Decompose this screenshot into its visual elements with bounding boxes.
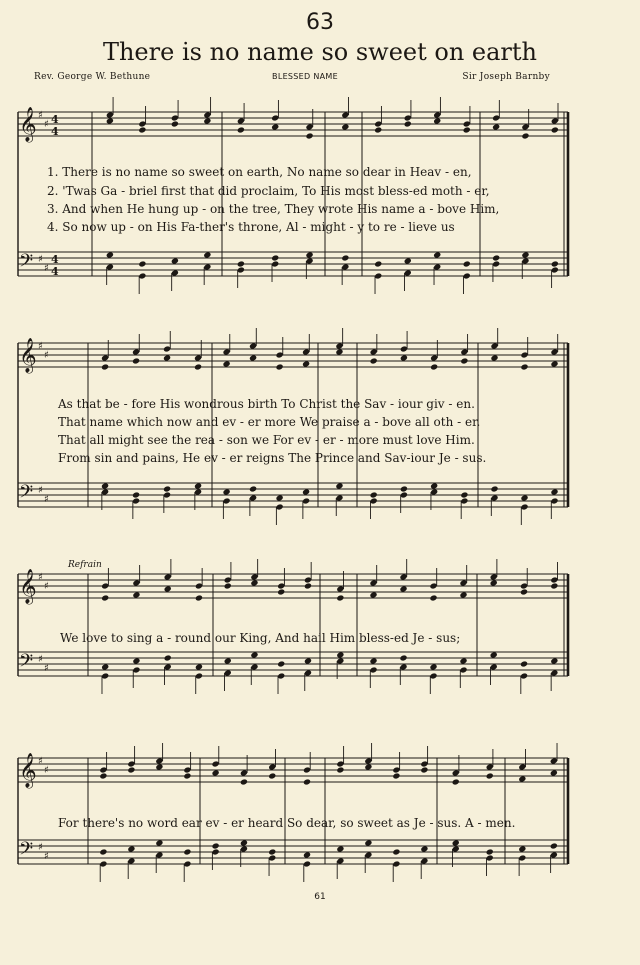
note-head (249, 354, 257, 361)
bass-clef: 𝄢 (19, 651, 34, 676)
note-head (224, 657, 232, 664)
note-head (433, 251, 441, 258)
note-head (341, 123, 349, 130)
sharp-sign: ♯ (44, 663, 49, 674)
verse-line: From sin and pains, He ev - er reigns The Prince and Sav-iour Je - sus. (58, 451, 487, 465)
note-head (364, 839, 372, 846)
verse-line: 3. And when He hung up - on the tree, They wrote His name a - bove Him, (47, 202, 500, 216)
sharp-sign: ♯ (44, 494, 49, 505)
note-head (460, 491, 468, 498)
note-head (404, 257, 412, 264)
author-credit: Rev. George W. Bethune (34, 72, 151, 82)
note-head (203, 251, 211, 258)
note-head (520, 494, 528, 501)
note-head (276, 363, 284, 370)
note-head (518, 845, 526, 852)
note-head (138, 126, 146, 133)
note-head (335, 348, 343, 355)
note-head (212, 842, 220, 849)
note-head (138, 260, 146, 267)
sharp-sign: ♯ (38, 485, 43, 496)
note-head (550, 582, 558, 589)
note-head (336, 766, 344, 773)
note-head (550, 842, 558, 849)
note-head (194, 363, 202, 370)
note-head (550, 769, 558, 776)
note-head (486, 772, 494, 779)
note-head (374, 260, 382, 267)
time-signature: 4 (51, 265, 59, 278)
note-head (550, 488, 558, 495)
note-head (520, 363, 528, 370)
refrain-line: We love to sing a - round our King, And hail Him bless-ed Je - sus; (60, 631, 461, 645)
treble-clef: 𝄞 (19, 338, 37, 373)
note-head (277, 588, 285, 595)
verse-line: 4. So now up - on His Fa-ther's throne, Al - might - y to re - lieve us (47, 220, 455, 234)
note-head (304, 582, 312, 589)
note-head (369, 591, 377, 598)
note-head (106, 117, 114, 124)
note-head (203, 117, 211, 124)
sharp-sign: ♯ (38, 842, 43, 853)
note-head (400, 485, 408, 492)
note-head (399, 585, 407, 592)
note-head (155, 839, 163, 846)
note-head (404, 120, 412, 127)
note-head (303, 851, 311, 858)
note-head (132, 491, 140, 498)
note-head (163, 485, 171, 492)
sharp-sign: ♯ (38, 756, 43, 767)
note-head (127, 766, 135, 773)
sharp-sign: ♯ (38, 254, 43, 265)
note-head (433, 117, 441, 124)
note-head (369, 657, 377, 664)
note-head (276, 494, 284, 501)
note-head (463, 126, 471, 133)
treble-clef: 𝄞 (19, 107, 37, 142)
sharp-sign: ♯ (44, 119, 49, 130)
note-head (106, 251, 114, 258)
sharp-sign: ♯ (38, 654, 43, 665)
note-head (550, 657, 558, 664)
note-head (101, 363, 109, 370)
note-head (223, 488, 231, 495)
note-head (155, 763, 163, 770)
time-signature: 4 (51, 253, 59, 266)
hymn-number: 63 (306, 10, 334, 35)
sharp-sign: ♯ (38, 341, 43, 352)
note-head (490, 651, 498, 658)
note-head (400, 354, 408, 361)
note-head (171, 120, 179, 127)
note-head (492, 123, 500, 130)
verse-line: 1. There is no name so sweet on earth, No name so dear in Heav - en, (47, 165, 472, 179)
note-head (370, 491, 378, 498)
note-head (521, 132, 529, 139)
time-signature: 4 (51, 113, 59, 126)
note-head (420, 766, 428, 773)
note-head (551, 260, 559, 267)
note-head (430, 363, 438, 370)
note-head (459, 657, 467, 664)
hymn-title: There is no name so sweet on earth (102, 38, 538, 66)
note-head (490, 579, 498, 586)
note-head (520, 660, 528, 667)
note-head (302, 488, 310, 495)
note-head (271, 254, 279, 261)
note-head (429, 663, 437, 670)
note-head (463, 260, 471, 267)
refrain-label: Refrain (68, 560, 102, 570)
note-head (249, 485, 257, 492)
note-head (459, 591, 467, 598)
composer-credit: Sir Joseph Barnby (462, 72, 550, 82)
note-head (430, 482, 438, 489)
note-head (429, 594, 437, 601)
note-head (335, 482, 343, 489)
note-head (127, 845, 135, 852)
note-head (250, 579, 258, 586)
note-head (336, 651, 344, 658)
note-head (486, 848, 494, 855)
note-head (370, 357, 378, 364)
note-head (224, 582, 232, 589)
note-head (452, 839, 460, 846)
note-head (271, 123, 279, 130)
note-head (304, 657, 312, 664)
note-head (163, 354, 171, 361)
note-head (520, 588, 528, 595)
note-head (551, 126, 559, 133)
note-head (132, 657, 140, 664)
note-head (212, 769, 220, 776)
note-head (240, 778, 248, 785)
note-head (492, 254, 500, 261)
note-head (101, 663, 109, 670)
note-head (341, 254, 349, 261)
note-head (420, 845, 428, 852)
sharp-sign: ♯ (44, 263, 49, 274)
tune-name: BLESSED NAME (272, 72, 338, 81)
note-head (302, 360, 310, 367)
note-head (336, 845, 344, 852)
refrain-line: For there's no word ear ev - er heard So dear, so sweet as Je - sus. A - men. (58, 816, 516, 830)
note-head (240, 839, 248, 846)
bass-clef: 𝄢 (19, 251, 34, 276)
note-head (194, 482, 202, 489)
bass-clef: 𝄢 (19, 482, 34, 507)
note-head (521, 251, 529, 258)
note-head (550, 360, 558, 367)
bass-clef: 𝄢 (19, 839, 34, 864)
note-head (237, 260, 245, 267)
treble-clef: 𝄞 (19, 569, 37, 604)
note-head (268, 772, 276, 779)
note-head (392, 848, 400, 855)
note-head (101, 482, 109, 489)
note-head (99, 848, 107, 855)
sharp-sign: ♯ (38, 110, 43, 121)
note-head (132, 591, 140, 598)
note-head (364, 763, 372, 770)
note-head (374, 126, 382, 133)
note-head (250, 651, 258, 658)
note-head (171, 257, 179, 264)
note-head (392, 772, 400, 779)
note-head (277, 660, 285, 667)
verse-line: That name which now and ev - er more We praise a - bove all oth - er. (58, 415, 481, 429)
note-head (336, 594, 344, 601)
note-head (132, 357, 140, 364)
note-head (164, 654, 172, 661)
note-head (303, 778, 311, 785)
note-head (306, 132, 314, 139)
sharp-sign: ♯ (44, 350, 49, 361)
treble-clef: 𝄞 (19, 753, 37, 788)
time-signature: 4 (51, 125, 59, 138)
note-head (268, 848, 276, 855)
note-head (452, 778, 460, 785)
note-head (195, 594, 203, 601)
note-head (460, 357, 468, 364)
verse-line: 2. 'Twas Ga - briel first that did proclaim, To His most bless-ed moth - er, (47, 184, 490, 198)
note-head (399, 654, 407, 661)
note-head (223, 360, 231, 367)
note-head (237, 126, 245, 133)
note-head (101, 594, 109, 601)
note-head (490, 485, 498, 492)
note-head (99, 772, 107, 779)
page-number: 61 (314, 892, 326, 902)
note-head (183, 772, 191, 779)
note-head (490, 354, 498, 361)
sharp-sign: ♯ (44, 581, 49, 592)
verse-line: That all might see the rea - son we For ev - er - more must love Him. (58, 433, 475, 447)
note-head (306, 251, 314, 258)
note-head (195, 663, 203, 670)
sharp-sign: ♯ (44, 765, 49, 776)
sharp-sign: ♯ (44, 851, 49, 862)
note-head (183, 848, 191, 855)
note-head (518, 775, 526, 782)
note-head (164, 585, 172, 592)
verse-line: As that be - fore His wondrous birth To Christ the Sav - iour giv - en. (58, 397, 475, 411)
sharp-sign: ♯ (38, 572, 43, 583)
